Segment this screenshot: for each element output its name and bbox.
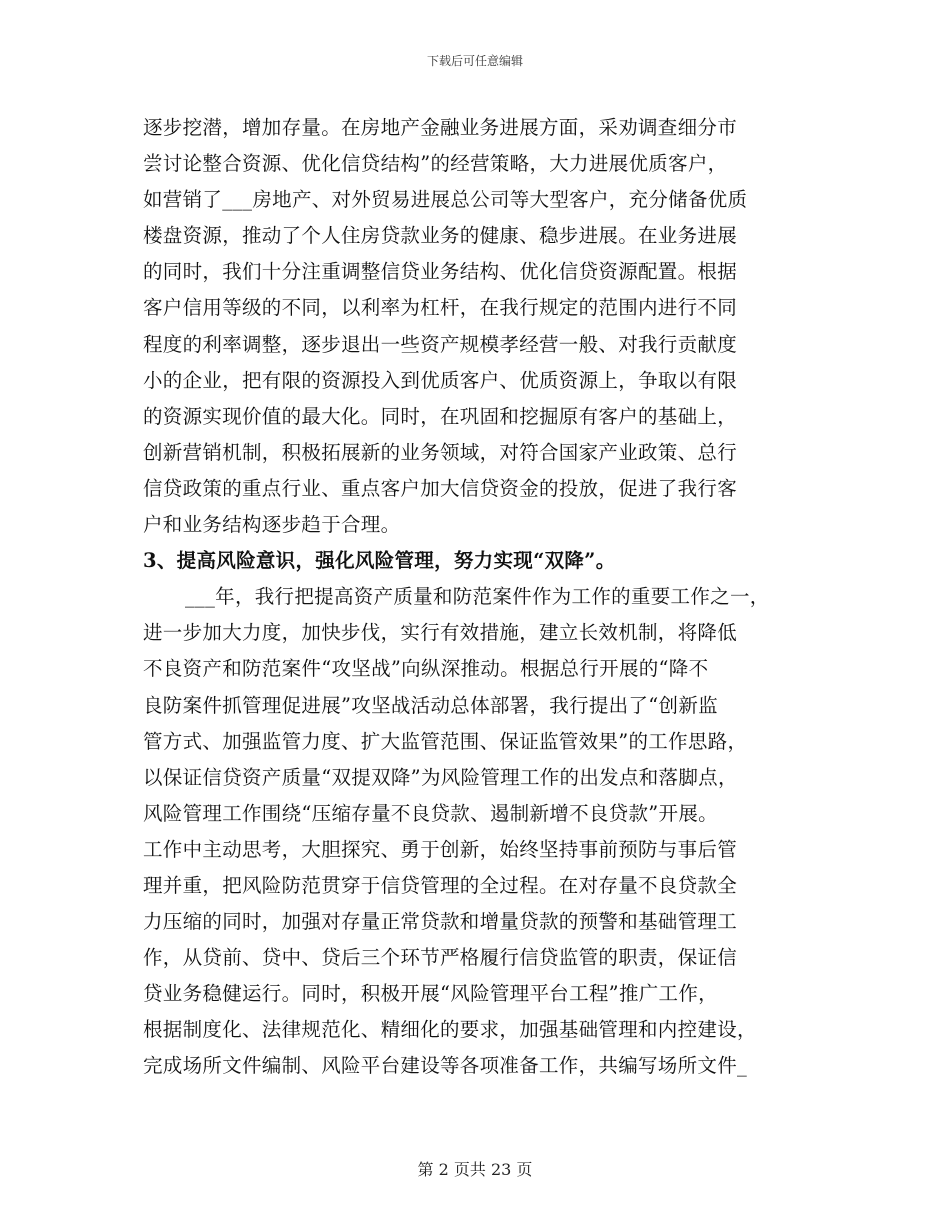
paragraph-line: 小的企业，把有限的资源投入到优质客户、优质资源上，争取以有限 (143, 368, 738, 392)
paragraph-line: 信贷政策的重点行业、重点客户加大信贷资金的投放，促进了我行客 (143, 476, 738, 500)
paragraph-line: 户和业务结构逐步趋于合理。 (143, 513, 401, 537)
paragraph-line: 良防案件抓管理促进展”攻坚战活动总体部署，我行提出了“创新监 (143, 693, 718, 717)
paragraph-line: 楼盘资源，推动了个人住房贷款业务的健康、稳步进展。在业务进展 (143, 224, 738, 248)
paragraph-line: 客户信用等级的不同，以利率为杠杆，在我行规定的范围内进行不同 (143, 296, 738, 320)
page-header: 下载后可任意编辑 (426, 54, 523, 68)
paragraph-line: 作，从贷前、贷中、贷后三个环节严格履行信贷监管的职责，保证信 (143, 946, 738, 970)
paragraph-line: 尝讨论整合资源、优化信贷结构”的经营策略，大力进展优质客户， (143, 152, 728, 176)
paragraph-line: 创新营销机制，积极拓展新的业务领域，对符合国家产业政策、总行 (143, 440, 738, 464)
paragraph-line: 不良资产和防范案件“攻坚战”向纵深推动。根据总行开展的“降不 (143, 657, 709, 681)
paragraph-line: 程度的利率调整，逐步退出一些资产规模孝经营一般、对我行贡献度 (143, 332, 738, 356)
paragraph-line: 以保证信贷资产质量“双提双降”为风险管理工作的出发点和落脚点， (143, 765, 738, 789)
document-body (143, 110, 813, 1085)
paragraph-line: 逐步挖潜，增加存量。在房地产金融业务进展方面，采劝调查细分市 (143, 116, 738, 139)
paragraph-line: 工作中主动思考，大胆探究、勇于创新，始终坚持事前预防与事后管 (143, 837, 738, 861)
paragraph-line: 完成场所文件编制、风险平台建设等各项准备工作，共编写场所文件_ (143, 1054, 748, 1078)
paragraph-line: 进一步加大力度，加快步伐，实行有效措施，建立长效机制，将降低 (143, 621, 738, 645)
paragraph-line: 的同时，我们十分注重调整信贷业务结构、优化信贷资源配置。根据 (143, 260, 738, 284)
paragraph-line: 风险管理工作围绕“压缩存量不良贷款、遏制新增不良贷款”开展。 (143, 801, 718, 825)
paragraph-line: ___年，我行把提高资产质量和防范案件作为工作的重要工作之一， (185, 585, 770, 609)
paragraph-line: 理并重，把风险防范贯穿于信贷管理的全过程。在对存量不良贷款全 (143, 873, 738, 897)
page-footer: 第 2 页共 23 页 (417, 1160, 533, 1179)
section-heading: 3、提高风险意识，强化风险管理，努力实现“双降”。 (143, 549, 616, 573)
paragraph-line: 根据制度化、法律规范化、精细化的要求，加强基础管理和内控建设， (143, 1018, 757, 1042)
paragraph-line: 管方式、加强监管力度、扩大监管范围、保证监管效果”的工作思路， (143, 729, 748, 753)
paragraph-line: 的资源实现价值的最大化。同时，在巩固和挖掘原有客户的基础上， (143, 404, 738, 428)
paragraph-line: 如营销了___房地产、对外贸易进展总公司等大型客户，充分储备优质 (143, 188, 748, 212)
paragraph-line: 贷业务稳健运行。同时，积极开展“风险管理平台工程”推广工作， (143, 982, 718, 1006)
paragraph-line: 力压缩的同时，加强对存量正常贷款和增量贷款的预警和基础管理工 (143, 910, 738, 934)
